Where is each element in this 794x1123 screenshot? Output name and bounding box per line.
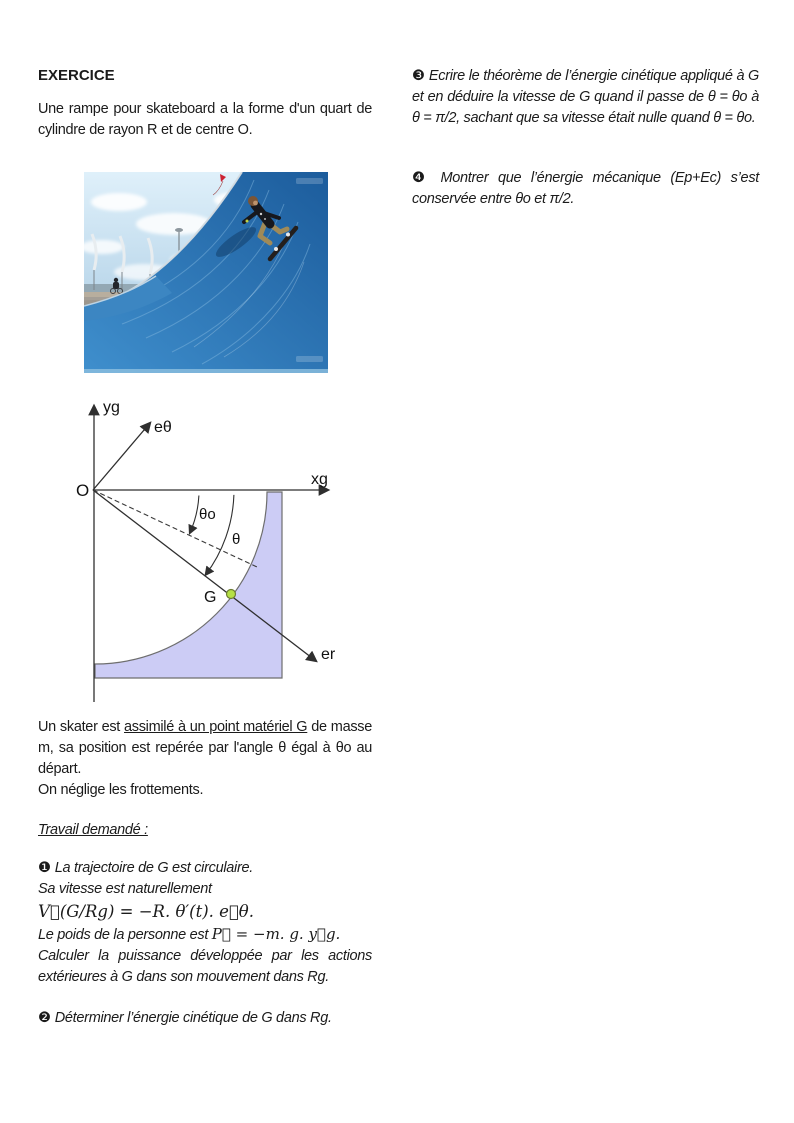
ramp-cross-section: [95, 492, 282, 678]
theta-label: θ: [232, 531, 241, 548]
q1-velocity-formula: V⃗(G/Rg) = −R. θ′(t). e⃗θ.: [38, 902, 254, 921]
q1-weight-line: [38, 924, 372, 946]
q1-weight-prefix: Le poids de la personne est: [38, 927, 212, 943]
q2-statement: Déterminer l’énergie cinétique de G dans Rg.: [54, 1010, 332, 1026]
origin-label: O: [76, 481, 90, 500]
q1-number-icon: ❶: [38, 860, 51, 876]
q1-statement: La trajectoire de G est circulaire.: [54, 860, 253, 876]
work-heading: Travail demandé :: [38, 822, 148, 838]
theta-o-angle-arc: [190, 496, 199, 534]
skater-sentence: [38, 717, 372, 780]
e-r-label: er: [321, 646, 336, 663]
y-axis-label: yg: [103, 399, 120, 416]
exercise-heading: EXERCICE: [38, 67, 115, 84]
question-4: [412, 168, 759, 210]
q1-task: Calculer la puissance développée par les actions extérieures à G dans son mouvement dans Rg.: [38, 948, 372, 985]
skater-sentence-end: de masse m, sa position est repérée par l'angle θ égal à θo au départ.: [38, 719, 372, 777]
skater-description: [38, 717, 372, 801]
skater-photo: [84, 172, 328, 373]
x-axis-label: xg: [311, 471, 328, 488]
e-theta-vector: [93, 423, 150, 490]
question-1: [38, 858, 372, 988]
point-g-dot: [227, 590, 236, 599]
skater-sentence-start: Un skater est: [38, 719, 125, 735]
watermark-top: [296, 178, 323, 184]
friction-note: On néglige les frottements.: [38, 782, 204, 798]
point-g-label: G: [204, 589, 217, 606]
ramp-diagram: [60, 392, 350, 705]
question-3: [412, 66, 759, 129]
q2-number-icon: ❷: [38, 1010, 51, 1026]
skater-sentence-underlined: assimilé à un point matériel G: [124, 719, 308, 735]
e-theta-label: eθ: [154, 419, 172, 436]
q1-weight-formula: P⃗ = −m. g. y⃗g.: [211, 925, 341, 943]
q1-line2: Sa vitesse est naturellement: [38, 881, 212, 897]
q4-number-icon: ❹: [412, 170, 431, 186]
q4-paragraph: [412, 168, 759, 210]
q4-statement: Montrer que l’énergie mécanique (Ep+Ec) s’est conservée entre θo et π/2.: [412, 170, 759, 207]
q3-number-icon: ❸: [412, 68, 426, 84]
q3-statement: Ecrire le théorème de l’énergie cinétique appliqué à G et en déduire la vitesse de G quand il passe de θ = θo à θ = π/2, sachant que sa vitesse était nulle quand θ = θo.: [412, 68, 760, 126]
question-2: [38, 1008, 372, 1029]
q3-paragraph: [412, 66, 759, 129]
intro-paragraph: Une rampe pour skateboard a la forme d'un quart de cylindre de rayon R et de centre O.: [38, 101, 372, 138]
watermark-bottom: [296, 356, 323, 362]
q1-line1: [38, 858, 372, 879]
theta-o-label: θo: [199, 506, 216, 523]
theta-o-dashed-line: [93, 490, 257, 567]
q2-line: [38, 1008, 372, 1029]
ramp-flat-strip: [84, 369, 328, 373]
